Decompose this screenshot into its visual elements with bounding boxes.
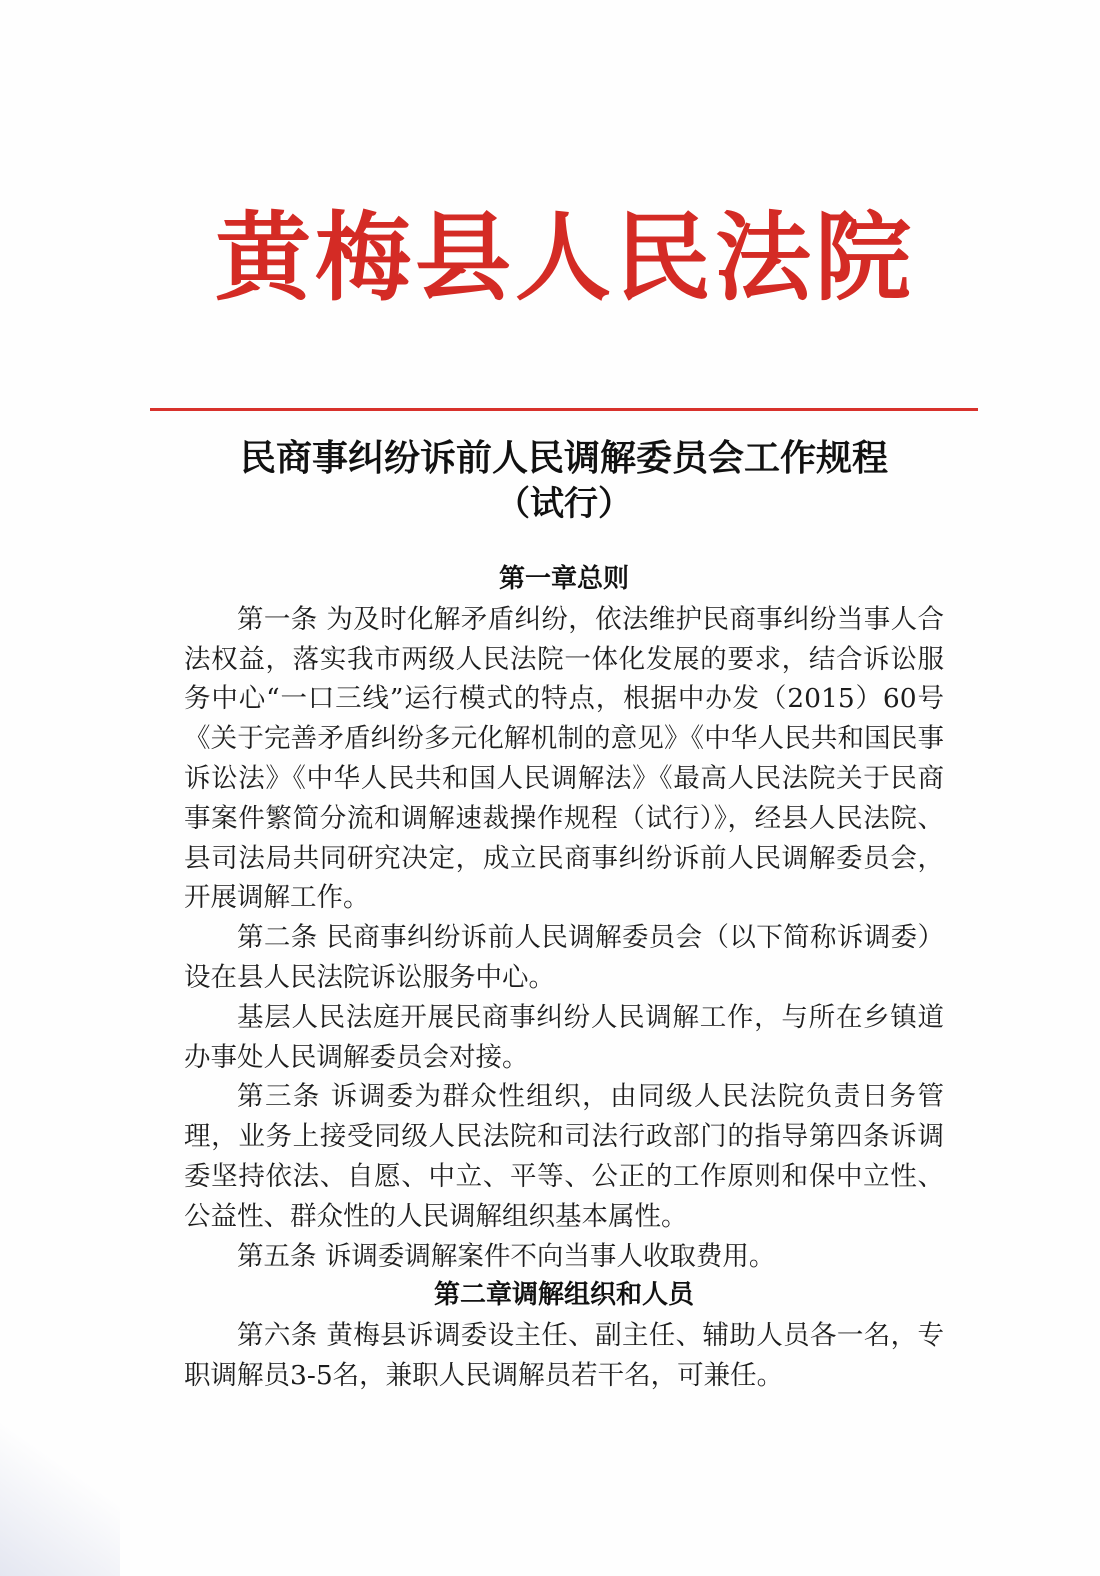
document-subtitle: （试行） xyxy=(496,484,632,524)
article-paragraph: 第五条 诉调委调解案件不向当事人收取费用。 xyxy=(237,1240,776,1272)
court-masthead: 黄梅县人民法院 xyxy=(215,202,915,314)
article-paragraph: 基层人民法庭开展民商事纠纷人民调解工作，与所在乡镇道办事处人民调解委员会对接。 xyxy=(184,1001,944,1073)
article-paragraph: 第一条 为及时化解矛盾纠纷，依法维护民商事纠纷当事人合法权益，落实我市两级人民法院一体化发展的要求，结合诉讼服务中心“一口三线”运行模式的特点，根据中办发（2015）60号《关于完善矛盾纠纷多元化解机制的意见》《中华人民共和国民事诉讼法》《中华人民共和国人民调解法》《最高人民法院关于民商事案件繁简分流和调解速裁操作规程（试行）》，经县人民法院、县司法局共同研究决定，成立民商事纠纷诉前人民调解委员会，开展调解工作。 xyxy=(184,603,944,914)
scan-edge-shadow xyxy=(0,1376,120,1576)
document-title: 民商事纠纷诉前人民调解委员会工作规程 xyxy=(239,438,888,479)
chapter-heading: 第二章调解组织和人员 xyxy=(433,1280,694,1311)
article-paragraph: 第三条 诉调委为群众性组织，由同级人民法院负责日务管理，业务上接受同级人民法院和司法行政部门的指导第四条诉调委坚持依法、自愿、中立、平等、公正的工作原则和保中立性、公益性、群众性的人民调解组织基本属性。 xyxy=(184,1081,944,1232)
document-body xyxy=(184,560,944,1396)
red-divider-rule xyxy=(150,408,978,411)
article-paragraph: 第六条 黄梅县诉调委设主任、副主任、辅助人员各一名，专职调解员3-5名，兼职人民调解员若干名，可兼任。 xyxy=(184,1320,944,1391)
article-paragraph: 第二条 民商事纠纷诉前人民调解委员会（以下简称诉调委）设在县人民法院诉讼服务中心。 xyxy=(184,922,944,993)
chapter-heading: 第一章总则 xyxy=(498,564,629,594)
